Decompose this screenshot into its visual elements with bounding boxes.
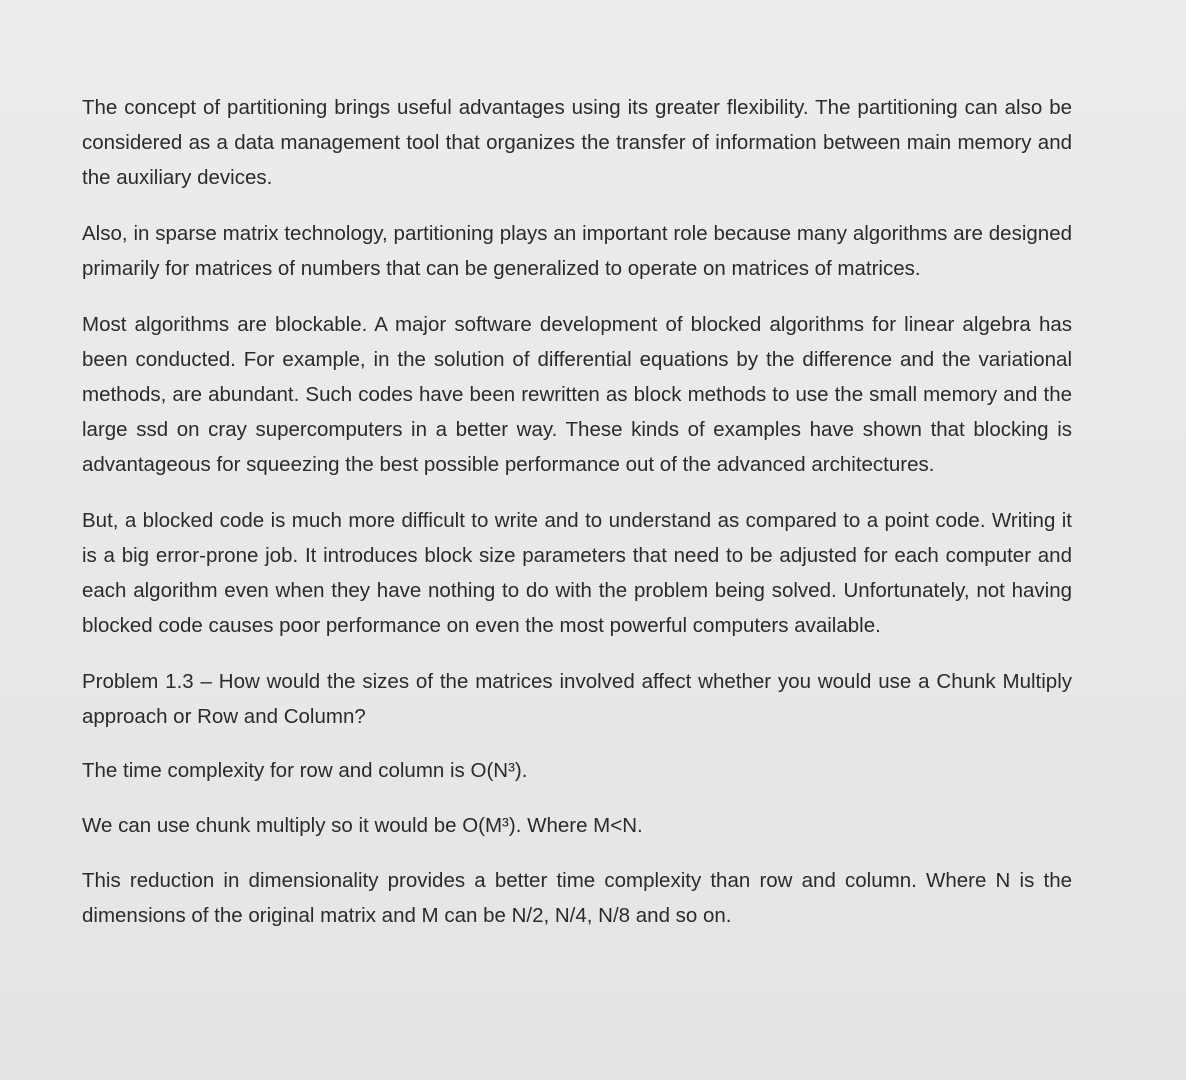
paragraph-partitioning-concept: The concept of partitioning brings useful advantages using its greater flexibility. The partitioning can also be considered as a data management tool that organizes the transfer of information between main memory and the auxiliary devices. xyxy=(82,96,1072,189)
paragraph-blockable-algorithms: Most algorithms are blockable. A major software development of blocked algorithms for linear algebra has been conducted. For example, in the solution of differential equations by the difference and the variational methods, are abundant. Such codes have been rewritten as block methods to use the small memory and the large ssd on cray supercomputers in a better way. These kinds of examples have shown that blocking is advantageous for squeezing the best possible performance out of the advanced architectures. xyxy=(82,313,1072,476)
paragraph-blocked-code-difficulty: But, a blocked code is much more difficult to write and to understand as compared to a point code. Writing it is a big error-prone job. It introduces block size parameters that need to be adjusted for each computer and each algorithm even when they have nothing to do with the problem being solved. Unfortunately, not having blocked code causes poor performance on even the most powerful computers available. xyxy=(82,509,1072,637)
paragraph-problem-question: Problem 1.3 – How would the sizes of the matrices involved affect whether you would use a Chunk Multiply approach or Row and Column? xyxy=(82,670,1072,728)
paragraph-sparse-matrix: Also, in sparse matrix technology, partitioning plays an important role because many algorithms are designed primarily for matrices of numbers that can be generalized to operate on matrices of matrices. xyxy=(82,222,1072,280)
document-body xyxy=(82,90,1072,933)
paragraph-row-column-complexity: The time complexity for row and column is O(N³). xyxy=(82,759,528,782)
paragraph-dimensionality-reduction: This reduction in dimensionality provides a better time complexity than row and column. Where N is the dimensions of the original matrix and M can be N/2, N/4, N/8 and so on. xyxy=(82,869,1072,927)
paragraph-chunk-multiply-complexity: We can use chunk multiply so it would be O(M³). Where M<N. xyxy=(82,814,643,837)
